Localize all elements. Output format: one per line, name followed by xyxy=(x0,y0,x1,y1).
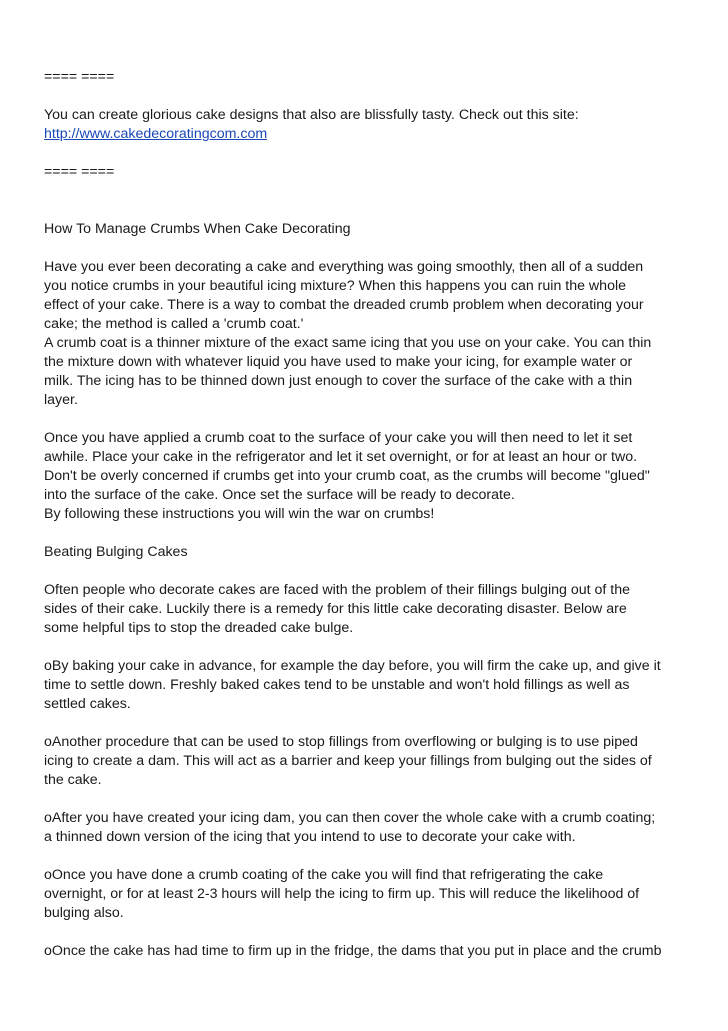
paragraph-line: oAfter you have created your icing dam, you can then cover the whole cake with a crumb coating; xyxy=(44,810,656,826)
tip-bake-in-advance xyxy=(44,657,694,714)
paragraph-line: a thinned down version of the icing that you intend to use to decorate your cake with. xyxy=(44,829,576,845)
separator-bottom: ==== ==== xyxy=(44,164,115,180)
paragraph-line: the mixture down with whatever liquid you have used to make your icing, for example water or xyxy=(44,354,633,370)
paragraph-line: time to settle down. Freshly baked cakes tend to be unstable and won't hold fillings as well as xyxy=(44,677,630,693)
paragraph-line: By following these instructions you will win the war on crumbs! xyxy=(44,506,435,522)
article-title: How To Manage Crumbs When Cake Decorating xyxy=(44,221,351,237)
paragraph-line: Once you have applied a crumb coat to the surface of your cake you will then need to let it set xyxy=(44,430,633,446)
paragraph-crumb-coat-set xyxy=(44,429,694,524)
paragraph-line: oOnce you have done a crumb coating of the cake you will find that refrigerating the cake xyxy=(44,867,604,883)
paragraph-line: oBy baking your cake in advance, for example the day before, you will firm the cake up, and give it xyxy=(44,658,661,674)
tip-crumb-coating xyxy=(44,809,694,847)
tip-icing-dam xyxy=(44,733,694,790)
paragraph-line: overnight, or for at least 2-3 hours will help the icing to firm up. This will reduce the likelihood of xyxy=(44,886,640,902)
paragraph-line: layer. xyxy=(44,392,78,408)
paragraph-line: bulging also. xyxy=(44,905,124,921)
paragraph-line: cake; the method is called a 'crumb coat.' xyxy=(44,316,304,332)
paragraph-line: settled cakes. xyxy=(44,696,131,712)
paragraph-line: milk. The icing has to be thinned down just enough to cover the surface of the cake with a thin xyxy=(44,373,633,389)
paragraph-line: Have you ever been decorating a cake and everything was going smoothly, then all of a sudden xyxy=(44,259,644,275)
intro-text: You can create glorious cake designs that also are blissfully tasty. Check out this site: xyxy=(44,107,579,123)
tip-refrigerate xyxy=(44,866,694,923)
paragraph-line: sides of their cake. Luckily there is a remedy for this little cake decorating disaster. Below are xyxy=(44,601,627,617)
paragraph-crumb-problem xyxy=(44,258,694,410)
paragraph-line: you notice crumbs in your beautiful icing mixture? When this happens you can ruin the whole xyxy=(44,278,627,294)
paragraph-line: Often people who decorate cakes are faced with the problem of their fillings bulging out of the xyxy=(44,582,630,598)
section-title: Beating Bulging Cakes xyxy=(44,544,188,560)
paragraph-line: A crumb coat is a thinner mixture of the exact same icing that you use on your cake. You can thin xyxy=(44,335,652,351)
paragraph-line: oAnother procedure that can be used to stop fillings from overflowing or bulging is to use piped xyxy=(44,734,638,750)
paragraph-line: effect of your cake. There is a way to combat the dreaded crumb problem when decorating your xyxy=(44,297,644,313)
paragraph-line: oOnce the cake has had time to firm up in the fridge, the dams that you put in place and the crumb xyxy=(44,943,662,959)
paragraph-line: into the surface of the cake. Once set the surface will be ready to decorate. xyxy=(44,487,515,503)
paragraph-line: some helpful tips to stop the dreaded cake bulge. xyxy=(44,620,354,636)
site-link[interactable]: http://www.cakedecoratingcom.com xyxy=(44,126,268,142)
paragraph-line: icing to create a dam. This will act as a barrier and keep your fillings from bulging out the sides of xyxy=(44,753,652,769)
intro-link-line xyxy=(44,125,694,144)
document-page xyxy=(44,68,694,961)
paragraph-line: the cake. xyxy=(44,772,102,788)
tip-firm-up xyxy=(44,942,694,961)
paragraph-line: Don't be overly concerned if crumbs get into your crumb coat, as the crumbs will become "glued" xyxy=(44,468,650,484)
paragraph-line: awhile. Place your cake in the refrigerator and let it set overnight, or for at least an hour or two. xyxy=(44,449,638,465)
separator-top: ==== ==== xyxy=(44,69,115,85)
paragraph-bulging-intro xyxy=(44,581,694,638)
